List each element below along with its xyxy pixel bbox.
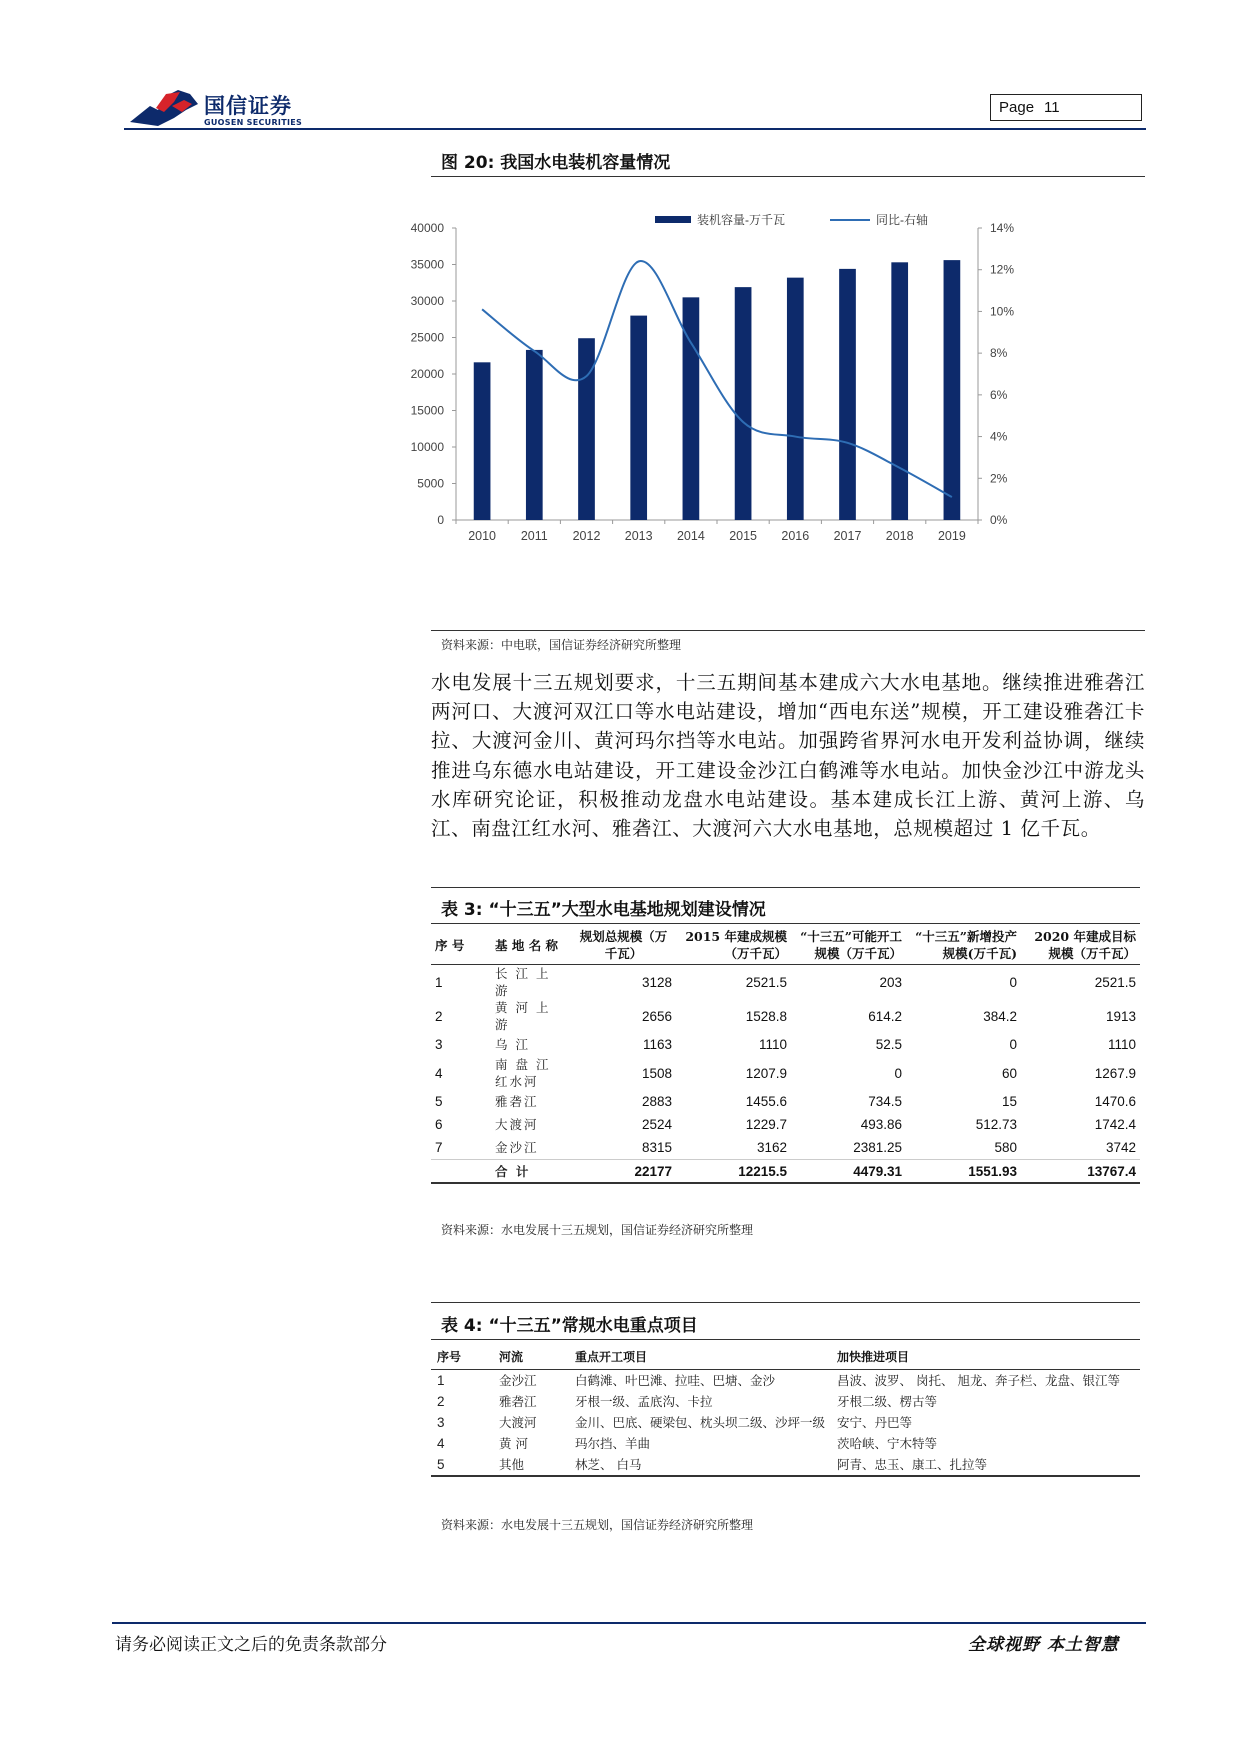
figure-title: 图 20: 我国水电装机容量情况 [441,153,671,173]
table3-cell: 1742.4 [1094,1117,1136,1132]
right-axis-tick-label: 14% [990,221,1015,235]
table3-total-cell: 1551.93 [906,1160,1021,1184]
table3-title: 表 3: “十三五”大型水电基地规划建设情况 [441,900,766,920]
chart-bar [474,362,491,520]
table3-cell: 大渡河 [495,1117,539,1132]
table3-total-cell: 4479.31 [791,1160,906,1184]
x-axis-tick-label: 2018 [885,529,914,543]
table3-header: 2015 年建成规模（万千瓦） [676,926,791,965]
right-axis-tick-label: 2% [990,471,1008,486]
chart-bar [735,287,752,520]
table3-cell: 2883 [641,1094,672,1109]
table3-top-rule [431,887,1140,888]
table3-cell: 5 [435,1094,443,1109]
yoy-growth-line [482,261,952,497]
table4-title: 表 4: “十三五”常规水电重点项目 [441,1316,698,1336]
left-axis-tick-label: 35000 [410,257,444,272]
table4-cell: 牙根一级、孟底沟、卡拉 [575,1394,713,1409]
table4-cell: 金沙江 [499,1373,537,1388]
header-divider [124,128,1146,130]
left-axis-tick-label: 30000 [410,294,444,308]
x-axis-tick-label: 2012 [572,529,601,543]
table3-cell: 1508 [641,1065,672,1081]
table3-row [431,1090,1140,1113]
table3-cell: 3742 [1105,1140,1136,1155]
table4-cell: 安宁、丹巴等 [837,1415,913,1430]
table3-cell: 203 [879,974,902,990]
right-axis-tick-label: 10% [990,304,1015,319]
x-axis-tick-label: 2013 [624,529,653,543]
table3-cell: 52.5 [875,1037,902,1052]
table3-cell: 1470.6 [1094,1094,1136,1109]
legend-line-label: 同比-右轴 [876,213,928,227]
table3-cell: 2521.5 [1094,974,1136,990]
table3-cell: 3 [435,1037,443,1052]
table3-title-rule [431,923,1140,924]
chart-axes [411,221,1015,543]
logo-english-name: GUOSEN SECURITIES [204,118,303,127]
table4-header: 加快推进项目 [831,1344,1140,1370]
x-axis-tick-label: 2011 [520,529,548,543]
left-axis-tick-label: 25000 [410,330,444,345]
table3-header: 2020 年建成目标规模（万千瓦） [1021,926,1140,965]
x-axis-tick-label: 2014 [676,529,705,543]
table3-cell: 2524 [641,1117,672,1132]
chart-bar [630,316,647,520]
table3-cell: 乌 江 [495,1037,530,1052]
table3-total-cell: 22177 [571,1160,676,1184]
table3-total-cell [431,1160,491,1184]
x-axis-tick-label: 2010 [468,529,497,543]
table4-cell: 雅砻江 [499,1394,537,1409]
x-axis-tick-label: 2015 [729,529,758,543]
table3-row [431,999,1140,1033]
table4-source: 资料来源：水电发展十三五规划，国信证券经济研究所整理 [441,1518,754,1532]
chart-bar [891,262,908,520]
table3-cell: 384.2 [983,1008,1017,1024]
table3-source: 资料来源：水电发展十三五规划，国信证券经济研究所整理 [441,1223,754,1237]
left-axis-tick-label: 15000 [410,403,444,418]
table3-row [431,1056,1140,1090]
table4-header: 序号 [431,1344,493,1370]
left-axis-tick-label: 10000 [410,440,444,454]
table4-cell: 林芝、 白马 [569,1454,831,1476]
left-axis-tick-label: 20000 [410,367,444,381]
table4 [431,1344,1140,1477]
table3-cell: 614.2 [868,1008,902,1024]
table3-cell: 0 [1009,1037,1017,1052]
table4-cell: 5 [431,1454,493,1476]
table4-header: 重点开工项目 [569,1344,831,1370]
table3-cell: 2521.5 [745,974,787,990]
table3-cell: 8315 [641,1140,672,1155]
logo-mark-icon [128,88,200,130]
left-axis-tick-label: 5000 [417,476,444,491]
table3-cell: 580 [994,1140,1017,1155]
chart-bar [578,338,595,520]
table3-cell: 1207.9 [745,1065,787,1081]
chart-bar [526,350,543,520]
table3-row [431,1033,1140,1056]
table4-cell: 阿青、忠玉、康工、扎拉等 [831,1454,1140,1476]
table3-header-row [431,926,1140,965]
table4-row [431,1391,1140,1412]
table3-header: “十三五”可能开工规模（万千瓦） [791,926,906,965]
chart-bar [839,269,856,520]
table4-cell: 1 [437,1373,445,1388]
table3-header: 序 号 [431,926,491,965]
table3-cell: 1 [435,974,443,990]
table3-cell: 1528.8 [745,1008,787,1024]
table3-row [431,965,1140,1000]
left-axis-tick-label: 0 [437,513,444,527]
table3-cell: 0 [1009,974,1017,990]
footer-divider [112,1622,1146,1624]
table4-cell: 牙根二级、楞古等 [837,1394,938,1409]
table3-cell: 南 盘 江 红水河 [495,1057,551,1089]
table4-header-row [431,1344,1140,1370]
company-logo [128,86,303,132]
right-axis-tick-label: 8% [990,346,1008,361]
table3-cell: 黄 河 上 游 [495,1000,551,1032]
table4-cell: 其他 [493,1454,569,1476]
table3-total-cell: 合 计 [491,1160,571,1184]
table3-cell: 2 [435,1008,443,1024]
table4-title-rule [431,1339,1140,1340]
page-indicator [990,94,1142,121]
legend-bar-label: 装机容量-万千瓦 [697,213,785,227]
figure-source: 资料来源：中电联，国信证券经济研究所整理 [441,638,682,652]
footer-disclaimer: 请务必阅读正文之后的免责条款部分 [115,1635,387,1655]
table3-cell: 长 江 上 游 [495,966,551,998]
footer-slogan: 全球视野 本土智慧 [968,1635,1119,1655]
table3-header: 基 地 名 称 [491,926,571,965]
chart-line [482,261,952,497]
chart-bars [474,260,961,520]
right-axis-tick-label: 0% [990,513,1008,527]
x-axis-tick-label: 2017 [833,529,862,543]
table4-cell: 4 [437,1436,445,1451]
table3-cell: 2656 [641,1008,672,1024]
page-number: 11 [1044,99,1060,116]
table3-total-row [431,1160,1140,1184]
table4-cell: 白鹤滩、叶巴滩、拉哇、巴塘、金沙 [575,1373,776,1388]
table3-cell: 7 [435,1140,443,1155]
table3-cell: 1913 [1105,1008,1136,1024]
table3-total-cell: 12215.5 [676,1160,791,1184]
chart-bar [944,260,961,520]
table3-cell: 1267.9 [1094,1065,1136,1081]
table3-cell: 0 [894,1065,902,1081]
table4-cell: 2 [437,1394,445,1409]
table3-cell: 3162 [756,1140,787,1155]
figure-title-rule [431,176,1145,177]
table3 [431,926,1140,1184]
table3-cell: 60 [1001,1065,1017,1081]
table4-row [431,1412,1140,1433]
table3-cell: 1229.7 [745,1117,787,1132]
table4-cell: 大渡河 [499,1415,537,1430]
table4-cell: 茨哈峡、宁木特等 [837,1436,938,1451]
table3-cell: 6 [435,1117,443,1132]
table3-cell: 1110 [1107,1037,1136,1052]
table3-cell: 金沙江 [495,1140,539,1155]
table4-cell: 黄 河 [499,1436,528,1451]
table4-top-rule [431,1302,1140,1303]
table4-cell: 昌波、波罗、 岗托、 旭龙、奔子栏、龙盘、银江等 [837,1373,1120,1388]
table4-cell: 金川、巴底、硬梁包、枕头坝二级、沙坪一级 [575,1415,826,1430]
table3-cell: 2381.25 [853,1140,902,1155]
table3-cell: 15 [1001,1094,1017,1109]
table3-cell: 734.5 [868,1094,902,1109]
table3-header: 规划总规模（万千瓦） [571,926,676,965]
body-paragraph: 水电发展十三五规划要求，十三五期间基本建成六大水电基地。继续推进雅砻江两河口、大渡河双江口等水电站建设，增加“西电东送”规模，开工建设雅砻江卡拉、大渡河金川、黄河玛尔挡等水电站。加强跨省界河水电开发利益协调，继续推进乌东德水电站建设，开工建设金沙江白鹤滩等水电站。加快金沙江中游龙头水库研究论证，积极推动龙盘水电站建设。基本建成长江上游、黄河上游、乌江、南盘江红水河、雅砻江、大渡河六大水电基地，总规模超过 1 亿千瓦。 [431,671,1145,841]
table3-cell: 4 [435,1065,443,1081]
legend-bar-swatch [655,216,691,223]
hydropower-capacity-chart [410,205,1150,625]
table4-row [431,1370,1140,1392]
table4-row [431,1454,1140,1476]
right-axis-tick-label: 6% [990,387,1008,402]
table4-cell: 3 [437,1415,445,1430]
table3-header: “十三五”新增投产规模(万千瓦) [906,926,1021,965]
table3-cell: 512.73 [975,1117,1017,1132]
table3-cell: 1163 [642,1037,672,1052]
right-axis-tick-label: 4% [990,429,1008,444]
table4-row [431,1433,1140,1454]
x-axis-tick-label: 2019 [937,529,966,543]
page-label: Page [999,99,1035,116]
figure-bottom-rule [431,630,1145,631]
left-axis-tick-label: 40000 [410,221,444,235]
x-axis-tick-label: 2016 [781,529,810,543]
table4-cell: 玛尔挡、羊曲 [575,1436,651,1451]
logo-name: 国信证券 [204,94,292,118]
table3-total-cell: 13767.4 [1021,1160,1140,1184]
table3-row [431,1136,1140,1160]
table3-cell: 1455.6 [745,1094,787,1109]
chart-legend [655,212,928,227]
table3-cell: 雅砻江 [495,1094,539,1109]
chart-bar [787,278,804,520]
table3-cell: 1110 [758,1037,787,1052]
table3-cell: 3128 [641,974,672,990]
table3-row [431,1113,1140,1136]
right-axis-tick-label: 12% [990,262,1015,277]
table3-cell: 493.86 [860,1117,902,1132]
table4-header: 河流 [493,1344,569,1370]
